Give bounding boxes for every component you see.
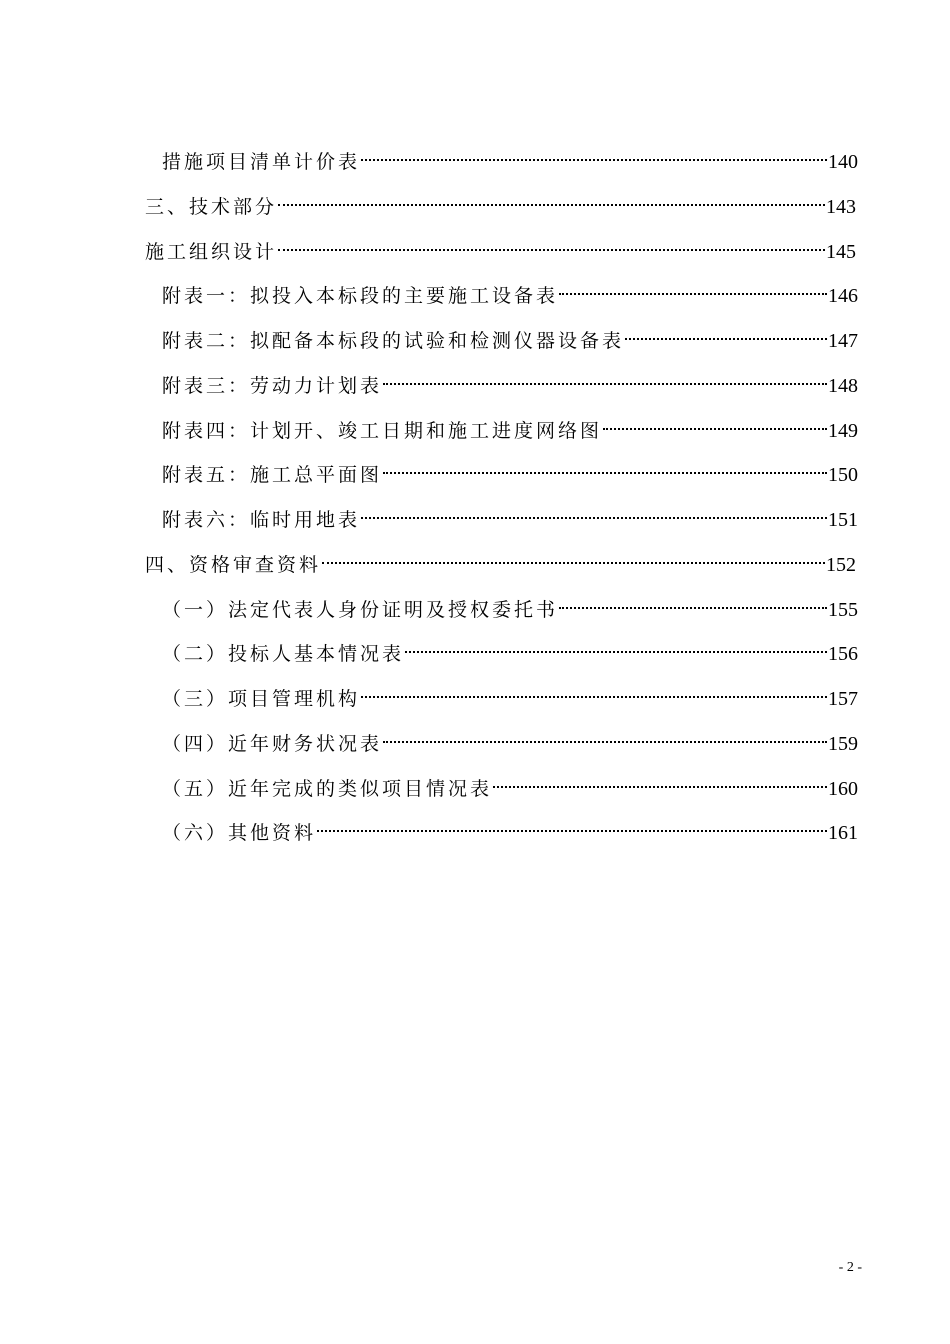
toc-entry-page: 152 [826,554,856,576]
toc-entry[interactable] [162,811,858,844]
toc-entry-label: 四、资格审查资料 [145,554,322,576]
toc-entry-page: 160 [828,778,858,800]
toc-entry-page: 161 [828,822,858,844]
toc-entry-label: （四）近年财务状况表 [162,733,383,755]
toc-entry-page: 150 [828,464,858,486]
toc-entry-page: 143 [826,196,856,218]
toc-entry-label: 附表四：计划开、竣工日期和施工进度网络图 [162,420,603,442]
toc-dot-leader [405,632,827,660]
toc-entry-label: 附表一：拟投入本标段的主要施工设备表 [162,285,559,307]
toc-dot-leader [383,364,827,392]
toc-dot-leader [322,543,825,571]
toc-entry-page: 159 [828,733,858,755]
toc-entry[interactable] [162,677,858,710]
toc-dot-leader [361,140,827,168]
toc-entry[interactable] [162,588,858,621]
toc-entry-page: 149 [828,420,858,442]
toc-entry-page: 151 [828,509,858,531]
toc-entry-page: 140 [828,151,858,173]
toc-entry-label: 附表三：劳动力计划表 [162,375,383,397]
toc-entry-page: 155 [828,599,858,621]
toc-entry-label: （三）项目管理机构 [162,688,361,710]
toc-entry[interactable] [162,498,858,531]
toc-entry-label: 附表二：拟配备本标段的试验和检测仪器设备表 [162,330,625,352]
toc-entry[interactable] [145,230,856,263]
toc-dot-leader [625,319,827,347]
toc-entry[interactable] [162,722,858,755]
toc-dot-leader [603,409,827,437]
toc-entry[interactable] [162,140,858,173]
toc-dot-leader [559,588,827,616]
toc-entry-label: 附表五：施工总平面图 [162,464,383,486]
page-number: - 2 - [838,1260,862,1275]
toc-entry-page: 146 [828,285,858,307]
toc-entry-label: （六）其他资料 [162,822,317,844]
toc-entry[interactable] [162,767,858,800]
toc-entry-label: 三、技术部分 [145,196,278,218]
toc-dot-leader [493,767,827,795]
toc-dot-leader [278,230,825,258]
toc-entry-label: （五）近年完成的类似项目情况表 [162,778,493,800]
toc-entry-label: 施工组织设计 [145,241,278,263]
toc-dot-leader [317,811,827,839]
toc-entry-label: （二）投标人基本情况表 [162,643,405,665]
toc-dot-leader [559,274,827,302]
toc-entry-page: 148 [828,375,858,397]
toc-entry[interactable] [162,319,858,352]
toc-entry[interactable] [162,364,858,397]
toc-entry-page: 145 [826,241,856,263]
toc-entry[interactable] [162,632,858,665]
toc-dot-leader [383,722,827,750]
toc-entry[interactable] [162,453,858,486]
toc-entry[interactable] [145,543,856,576]
toc-entry[interactable] [162,274,858,307]
toc-entry-page: 157 [828,688,858,710]
toc-dot-leader [361,677,827,705]
toc-entry-label: （一）法定代表人身份证明及授权委托书 [162,599,559,621]
toc-entry[interactable] [145,185,856,218]
toc-entry-page: 147 [828,330,858,352]
toc-entry-label: 措施项目清单计价表 [162,151,361,173]
toc-dot-leader [278,185,825,213]
toc-dot-leader [383,453,827,481]
toc-entry[interactable] [162,409,858,442]
toc-entry-label: 附表六：临时用地表 [162,509,361,531]
toc-dot-leader [361,498,827,526]
toc-entry-page: 156 [828,643,858,665]
